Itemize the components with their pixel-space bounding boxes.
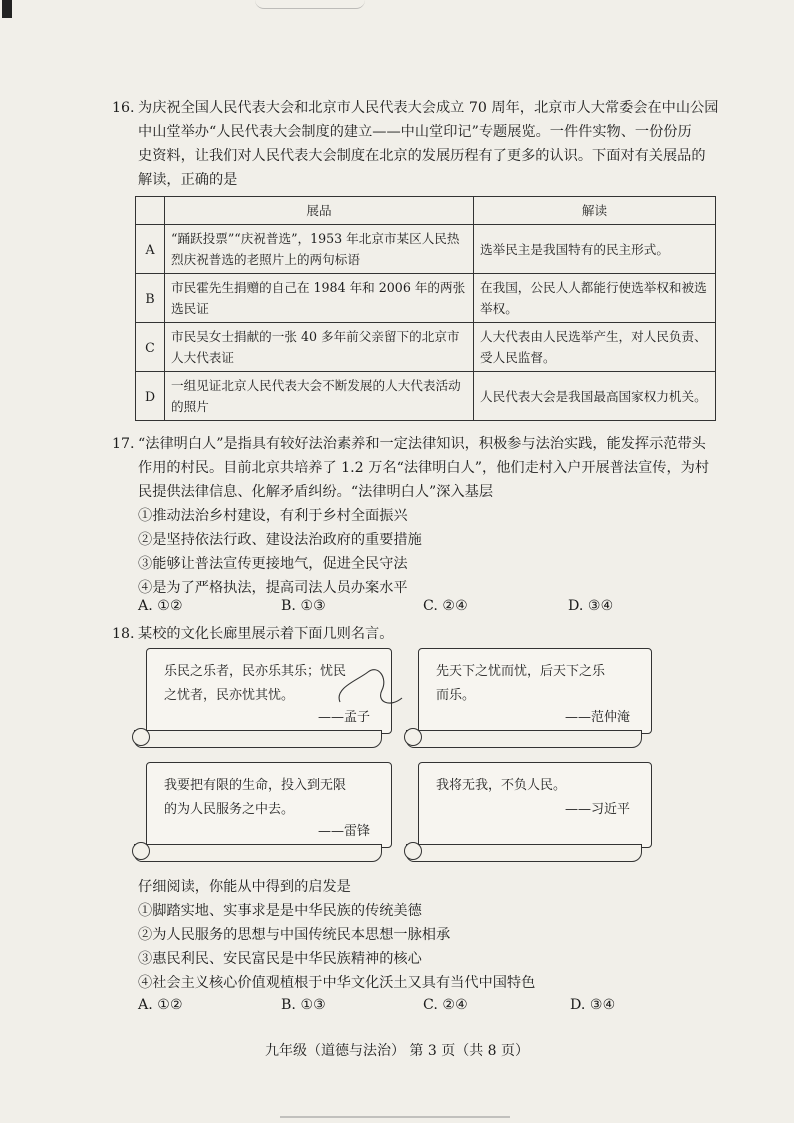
quote-author: ——习近平 (564, 802, 630, 817)
statement-option: ④是为了严格执法，提高司法人员办案水平 (138, 580, 408, 596)
quote-scroll-xi-jinping (406, 762, 652, 862)
page-footer: 九年级（道德与法治） 第 3 页（共 8 页） (264, 1043, 530, 1059)
quote-author: ——雷锋 (317, 824, 370, 839)
answer-choice-c[interactable]: C. ②④ (423, 997, 468, 1013)
question-number: 18. (112, 626, 135, 642)
quote-author: ——孟子 (317, 710, 370, 725)
exhibit-table (135, 196, 716, 421)
quote-line: 之忧者，民亦忧其忧。 (164, 688, 295, 703)
statement-option: ①推动法治乡村建设，有利于乡村全面振兴 (138, 508, 408, 524)
answer-choice-b[interactable]: B. ①③ (281, 997, 326, 1013)
quote-scroll-fan-zhongyan (406, 648, 652, 748)
answer-choice-b[interactable]: B. ①③ (281, 598, 326, 614)
statement-option: ②是坚持依法行政、建设法治政府的重要措施 (138, 532, 422, 548)
question-prompt: 仔细阅读，你能从中得到的启发是 (138, 879, 351, 895)
answer-choice-a[interactable]: A. ①② (138, 598, 183, 614)
question-stem: 某校的文化长廊里展示着下面几则名言。 (138, 626, 394, 642)
question-stem-line: 中山堂举办“人民代表大会制度的建立——中山堂印记”专题展览。一件件实物、一份份历 (138, 124, 692, 140)
quote-line: 我要把有限的生命，投入到无限 (164, 778, 347, 793)
option-letter: B (136, 274, 165, 323)
reading-cell: 人大代表由人民选举产生，对人民负责、受人民监督。 (474, 323, 716, 372)
table-row (136, 225, 716, 274)
quote-line: 的为人民服务之中去。 (164, 802, 295, 817)
question-stem-line: 为庆祝全国人民代表大会和北京市人民代表大会成立 70 周年，北京市人大常委会在中山公园 (138, 100, 719, 116)
exhibit-cell: 市民吴女士捐献的一张 40 多年前父亲留下的北京市人大代表证 (165, 323, 474, 372)
question-number: 17. (112, 436, 135, 452)
table-corner (136, 197, 165, 225)
scan-smudge (255, 0, 365, 9)
question-16 (112, 96, 724, 192)
table-row (136, 323, 716, 372)
statement-option: ③惠民利民、安民富民是中华民族精神的核心 (138, 951, 422, 967)
table-row (136, 372, 716, 421)
column-header-reading: 解读 (474, 197, 716, 225)
question-18-body (112, 875, 724, 995)
quote-line: 我将无我，不负人民。 (436, 778, 567, 793)
exhibit-cell: 一组见证北京人民代表大会不断发展的人大代表活动的照片 (165, 372, 474, 421)
question-18 (112, 622, 724, 646)
answer-choice-c[interactable]: C. ②④ (423, 598, 468, 614)
option-letter: D (136, 372, 165, 421)
reading-cell: 选举民主是我国特有的民主形式。 (474, 225, 716, 274)
table-row (136, 274, 716, 323)
question-stem-line: 史资料，让我们对人民代表大会制度在北京的发展历程有了更多的认识。下面对有关展品的 (138, 148, 706, 164)
exhibit-cell: 市民霍先生捐赠的自己在 1984 年和 2006 年的两张选民证 (165, 274, 474, 323)
statement-option: ③能够让普法宣传更接地气，促进全民守法 (138, 556, 408, 572)
question-stem-line: 解读，正确的是 (138, 172, 238, 188)
quote-author: ——范仲淹 (564, 710, 630, 725)
option-letter: C (136, 323, 165, 372)
option-letter: A (136, 225, 165, 274)
scan-edge-line (280, 1116, 510, 1118)
question-stem-line: 作用的村民。目前北京共培养了 1.2 万名“法律明白人”，他们走村入户开展普法宣传，为村 (138, 460, 710, 476)
statement-option: ②为人民服务的思想与中国传统民本思想一脉相承 (138, 927, 451, 943)
page-edge-mark (2, 0, 12, 18)
question-stem-line: 民提供法律信息、化解矛盾纠纷。“法律明白人”深入基层 (138, 484, 494, 500)
answer-choice-d[interactable]: D. ③④ (568, 598, 614, 614)
quote-line: 而乐。 (436, 688, 476, 703)
question-17 (112, 432, 724, 600)
answer-choice-a[interactable]: A. ①② (138, 997, 183, 1013)
question-stem-line: “法律明白人”是指具有较好法治素养和一定法律知识，积极参与法治实践，能发挥示范带头 (138, 436, 706, 452)
column-header-exhibit: 展品 (165, 197, 474, 225)
reading-cell: 人民代表大会是我国最高国家权力机关。 (474, 372, 716, 421)
quote-scroll-mencius (134, 648, 392, 748)
quote-scroll-lei-feng (134, 762, 392, 862)
quote-line: 先天下之忧而忧，后天下之乐 (436, 664, 606, 679)
answer-choice-d[interactable]: D. ③④ (570, 997, 616, 1013)
exhibit-cell: “踊跃投票”“庆祝普选”，1953 年北京市某区人民热烈庆祝普选的老照片上的两句标语 (165, 225, 474, 274)
question-number: 16. (112, 100, 135, 116)
quote-line: 乐民之乐者，民亦乐其乐；忧民 (164, 664, 347, 679)
pen-scribble (330, 658, 410, 718)
statement-option: ①脚踏实地、实事求是是中华民族的传统美德 (138, 903, 422, 919)
statement-option: ④社会主义核心价值观植根于中华文化沃土又具有当代中国特色 (138, 975, 536, 991)
reading-cell: 在我国，公民人人都能行使选举权和被选举权。 (474, 274, 716, 323)
